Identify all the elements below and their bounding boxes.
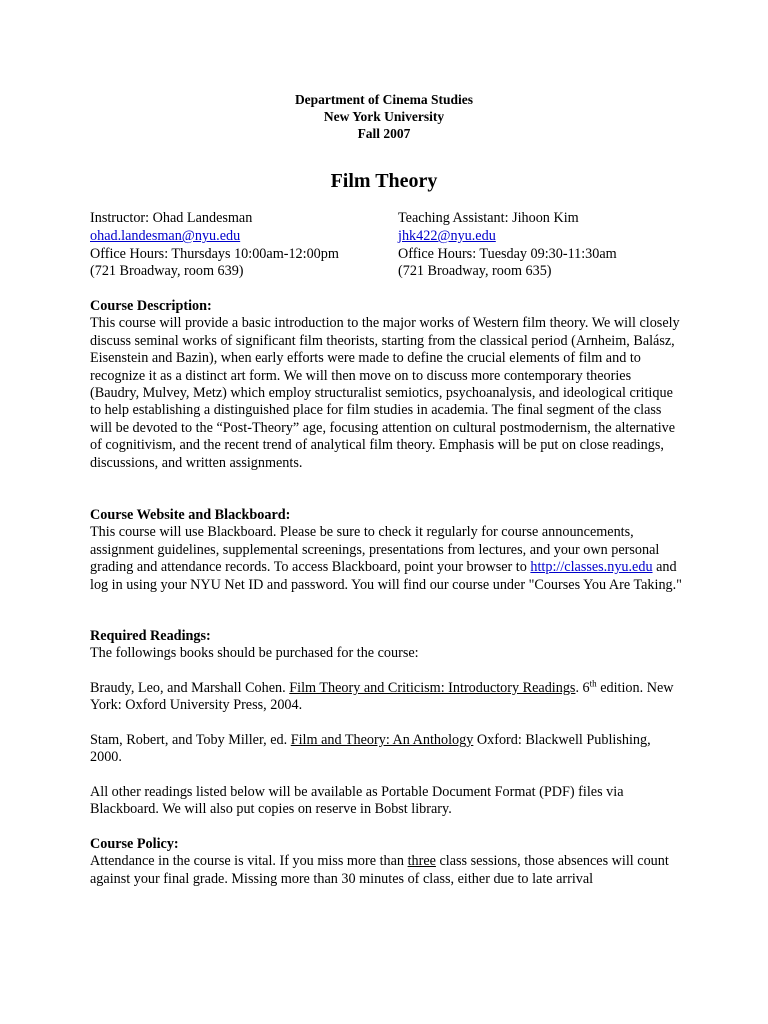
book2-authors: Stam, Robert, and Toby Miller, ed. (90, 732, 291, 748)
term-heading: Fall 2007 (357, 126, 411, 141)
ta-name: Teaching Assistant: Jihoon Kim (398, 210, 579, 226)
book2-title: Film and Theory: An Anthology (290, 732, 474, 748)
course-policy-text-before: Attendance in the course is vital. If you miss more than (90, 853, 408, 870)
book1-edition-number: . 6 (575, 680, 590, 696)
instructor-name: Instructor: Ohad Landesman (90, 210, 253, 226)
course-policy-heading: Course Policy: (90, 836, 179, 852)
course-description-heading: Course Description: (90, 298, 212, 314)
course-description-section (90, 298, 682, 472)
course-website-section (90, 507, 682, 594)
required-readings-section (90, 628, 682, 663)
book1-publication: edition. New York: Oxford University Press, 2004. (90, 680, 674, 714)
blackboard-link[interactable]: http://classes.nyu.edu (530, 559, 653, 576)
page-title: Film Theory (330, 170, 438, 192)
book1-authors: Braudy, Leo, and Marshall Cohen. (90, 680, 290, 696)
book1-edition-suffix: th (589, 678, 597, 689)
course-policy-section (90, 836, 682, 888)
instructor-room: (721 Broadway, room 639) (90, 263, 244, 279)
book1-title: Film Theory and Criticism: Introductory Readings (289, 680, 576, 696)
ta-room: (721 Broadway, room 635) (398, 263, 552, 279)
ta-office-hours: Office Hours: Tuesday 09:30-11:30am (398, 246, 617, 262)
reading-item (90, 732, 682, 767)
instructor-office-hours: Office Hours: Thursdays 10:00am-12:00pm (90, 246, 339, 262)
ta-email-link[interactable]: jhk422@nyu.edu (398, 228, 496, 244)
other-readings-note: All other readings listed below will be available as Portable Document Format (PDF) files via Blackboard. We will also put copies on reserve in Bobst library. (90, 784, 624, 818)
reading-item (90, 680, 682, 715)
course-website-text-before: This course will use Blackboard. Please be sure to check it regularly for course announcements, assignment guidelines, supplemental screenings, presentations from lectures, and your own personal grading and attendance records. To access Blackboard, point your browser to (90, 524, 660, 576)
required-readings-heading: Required Readings: (90, 628, 211, 644)
required-readings-intro: The followings books should be purchased for the course: (90, 645, 419, 662)
course-website-heading: Course Website and Blackboard: (90, 507, 291, 523)
course-website-text-after: and log in using your NYU Net ID and password. You will find our course under "Courses You Are Taking." (90, 559, 682, 593)
book2-publication: Oxford: Blackwell Publishing, 2000. (90, 732, 651, 766)
instructor-email-link[interactable]: ohad.landesman@nyu.edu (90, 228, 241, 244)
course-policy-text-after: class sessions, those absences will count against your final grade. Missing more than 30 minutes of class, either due to late arrival (90, 853, 669, 887)
course-policy-emphasis: three (407, 853, 436, 870)
university-heading: New York University (323, 109, 445, 124)
department-heading: Department of Cinema Studies (294, 92, 474, 107)
course-description-text: This course will provide a basic introduction to the major works of Western film theory. We will closely discuss seminal works of significant film theorists, starting from the classical period (Arnheim, Balász, Eisenstein and Bazin), when early efforts were made to define the crucial elements of film and to recognize it as a distinct art form. We will then move on to discuss more contemporary theories (Baudry, Mulvey, Metz) which employ structuralist semiotics, psychoanalysis, and ideological critique to help establishing a distinguished place for film studies in academia. The final segment of the class will be devoted to the “Post-Theory” age, focusing attention on cultural postmodernism, the alternative of cognitivism, and the recent trend of analytical film theory. Emphasis will be put on close readings, discussions, and written assignments. (90, 315, 680, 471)
